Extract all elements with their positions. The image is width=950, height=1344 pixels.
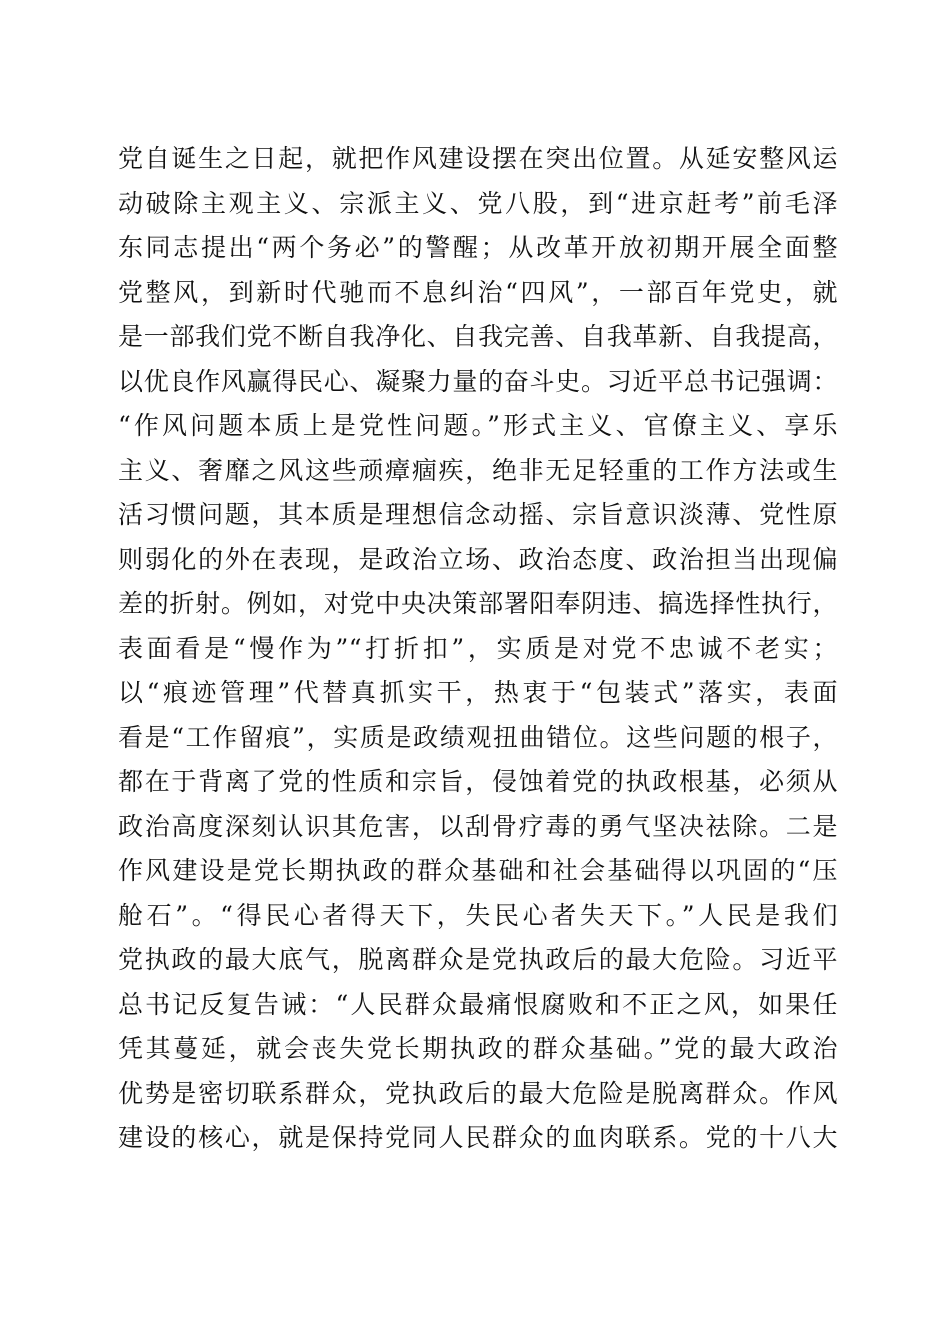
text-line: 总书记反复告诫：“人民群众最痛恨腐败和不正之风，如果任 (118, 989, 838, 1019)
text-line: 以“痕迹管理”代替真抓实干，热衷于“包装式”落实，表面 (118, 678, 838, 707)
text-line: 以优良作风赢得民心、凝聚力量的奋斗史。习近平总书记强调： (118, 366, 838, 396)
text-line: 党自诞生之日起，就把作风建设摆在突出位置。从延安整风运 (118, 144, 838, 173)
body-paragraph (118, 137, 838, 1161)
text-line: “作风问题本质上是党性问题。”形式主义、官僚主义、享乐 (118, 411, 838, 440)
text-line: 则弱化的外在表现，是政治立场、政治态度、政治担当出现偏 (118, 544, 838, 574)
text-line: 建设的核心，就是保持党同人民群众的血肉联系。党的十八大 (118, 1123, 838, 1152)
text-line: 表面看是“慢作为”“打折扣”，实质是对党不忠诚不老实； (118, 633, 838, 663)
text-line: 党执政的最大底气，脱离群众是党执政后的最大危险。习近平 (118, 945, 838, 974)
text-line: 动破除主观主义、宗派主义、党八股，到“进京赶考”前毛泽 (118, 188, 838, 218)
text-line: 优势是密切联系群众，党执政后的最大危险是脱离群众。作风 (118, 1078, 838, 1108)
text-line: 差的折射。例如，对党中央决策部署阳奉阴违、搞选择性执行， (118, 589, 838, 618)
text-line: 政治高度深刻认识其危害，以刮骨疗毒的勇气坚决祛除。二是 (118, 811, 838, 841)
text-line: 是一部我们党不断自我净化、自我完善、自我革新、自我提高， (118, 322, 838, 351)
text-line: 看是“工作留痕”，实质是政绩观扭曲错位。这些问题的根子， (118, 722, 838, 752)
text-line: 作风建设是党长期执政的群众基础和社会基础得以巩固的“压 (118, 856, 838, 885)
text-line: 党整风，到新时代驰而不息纠治“四风”，一部百年党史，就 (118, 277, 838, 307)
text-line: 都在于背离了党的性质和宗旨，侵蚀着党的执政根基，必须从 (118, 767, 838, 796)
text-line: 活习惯问题，其本质是理想信念动摇、宗旨意识淡薄、党性原 (118, 500, 838, 529)
text-line: 主义、奢靡之风这些顽瘴痼疾，绝非无足轻重的工作方法或生 (118, 455, 838, 485)
text-line: 舱石”。“得民心者得天下，失民心者失天下。”人民是我们 (118, 900, 838, 930)
text-line: 东同志提出“两个务必”的警醒；从改革开放初期开展全面整 (118, 233, 838, 262)
text-line: 凭其蔓延，就会丧失党长期执政的群众基础。”党的最大政治 (118, 1034, 838, 1063)
